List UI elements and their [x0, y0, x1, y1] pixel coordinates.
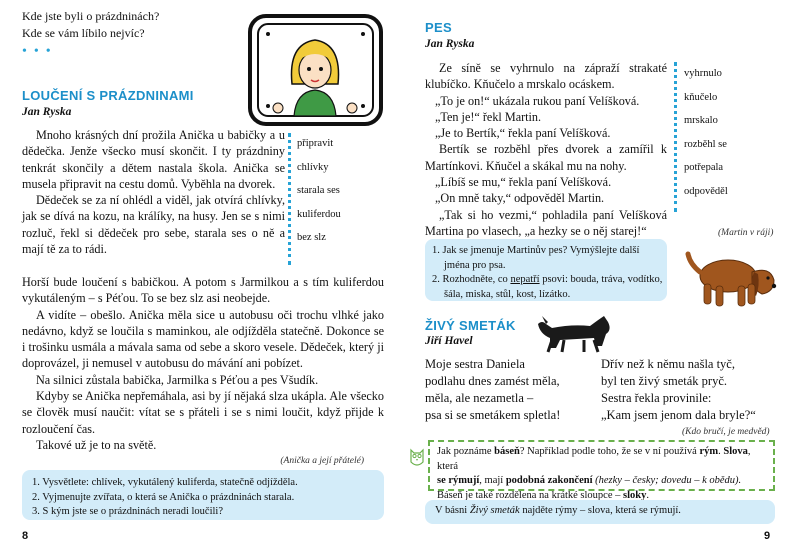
vocab-item: chlívky: [297, 161, 329, 173]
poem-line: „Kam jsem jenom dala bryle?“: [601, 408, 756, 422]
poem-line: podlahu dnes zamést měla,: [425, 374, 560, 388]
paragraph: „Je to Bertík,“ řekla paní Velíšková.: [435, 126, 611, 141]
story-author: Jan Ryska: [425, 38, 475, 50]
owl-icon: [409, 446, 425, 468]
task-item: 1. Jak se jmenuje Martinův pes? Vymýšlejte další: [432, 245, 640, 256]
vocab-list-left: [297, 138, 341, 256]
poem-stanza-1: [425, 356, 560, 424]
left-caption: (Anička a její přátelé): [280, 456, 364, 466]
paragraph: „On mně taky,“ odpověděl Martin.: [435, 191, 605, 206]
right-tasks-box: [425, 239, 667, 301]
vocab-list-right: [684, 68, 728, 209]
poem-info-box: [428, 440, 775, 501]
brown-dog-illustration: [682, 242, 780, 314]
info-line: Jak poznáme báseň? Například podle toho, že se v ní používá rým. Slova, která: [437, 446, 751, 472]
girl-in-window-illustration: [248, 14, 383, 126]
story-text-bottom: [22, 274, 384, 453]
paragraph: Bertík se rozběhl přes dvorek a zamířil k Martínkovi. Kňučel a skákal mu na nohy.: [425, 142, 667, 173]
poem-caption: (Kdo bručí, je medvěd): [682, 427, 770, 437]
vocab-item: rozběhl se: [684, 138, 727, 150]
paragraph: Dědeček se za ní ohlédl a viděl, jak otvírá chlívky, jak se dívá na kozu, na králíky, na husy. Jen se s nimi rozluč, řekl si dědeček pro sebe, starala ses o ně a mají tě za to rádi.: [22, 193, 285, 257]
vocab-item: bez slz: [297, 232, 326, 243]
vocab-divider: [674, 62, 677, 212]
decorative-dots: •••: [22, 44, 58, 59]
task-item: 2. Vyjmenujte zvířata, o která se Anička o prázdninách starala.: [32, 491, 295, 503]
poem-line: byl ten živý smeták pryč.: [601, 374, 728, 388]
vocab-item: starala ses: [297, 185, 340, 196]
poem-author: Jiří Havel: [425, 335, 473, 347]
vocab-divider: [288, 133, 291, 265]
poem-line: měla, ale nezametla –: [425, 391, 534, 405]
task-item: 3. S kým jste se o prázdninách neradi loučili?: [32, 506, 223, 517]
story-title: PES: [425, 20, 452, 35]
poem-line: Sestra řekla provinile:: [601, 391, 712, 405]
paragraph: Ze síně se vyhrnulo na zápraží strakaté klubíčko. Kňučelo a mrskalo ocáskem.: [425, 61, 667, 92]
story-title: LOUČENÍ S PRÁZDNINAMI: [22, 88, 194, 103]
poem-task-box: [425, 500, 775, 524]
left-tasks-box: [22, 470, 384, 520]
page-number-right: 9: [764, 530, 771, 542]
black-dog-illustration: [532, 312, 614, 354]
paragraph: „To je on!“ ukázala rukou paní Velíšková.: [435, 93, 640, 108]
paragraph: A vidíte – obešlo. Anička měla sice u autobusu oči trochu vlhké jako nedávno, když se loučila s maminkou, ale odjížděla statečně. Dokonce se i trošinku usmála a mávala sama od sebe a skoro vesele. Dědeček, který ji doprovázel, ji nemusel v autobusu do mávání ani pobízet.: [22, 307, 384, 371]
vocab-item: kuliferdou: [297, 208, 341, 220]
task-item: šála, miska, stůl, kost, lízátko.: [444, 288, 571, 300]
task-item: jména pro psa.: [444, 259, 506, 271]
story-author: Jan Ryska: [22, 106, 72, 118]
poem-title: ŽIVÝ SMETÁK: [425, 318, 516, 333]
paragraph: Mnoho krásných dní prožila Anička u babičky a u dědečka. Jenže všecko musí skončit. I ty prázdniny tenkrát skončily a dětem nastala škola. Anička se musela připravit na cestu domů. Vyběhla na dvorek.: [22, 128, 285, 191]
task-item: 2. Rozhodněte, co nepatří psovi: bouda, tráva, vodítko,: [432, 274, 663, 285]
story-text-top: [22, 127, 285, 257]
dog-caption: (Martin v ráji): [718, 228, 774, 238]
paragraph: „Tak si ho vezmi,“ pohladila paní Velíšková Martina po vlasech, „a hezky se o něj starej!“: [425, 207, 667, 238]
info-line: Báseň je také rozdělena na krátké sloupce – sloky.: [437, 489, 649, 501]
vocab-item: kňučelo: [684, 91, 718, 103]
poem-stanza-2: [601, 356, 756, 424]
info-line: se rýmují, mají podobná zakončení (hezky – česky; dovedu – k obědu).: [437, 475, 742, 486]
intro-questions: [22, 8, 159, 42]
task-item: 1. Vysvětlete: chlívek, vykutálený kuliferda, statečně odjížděla.: [32, 477, 298, 488]
poem-line: Dřív než k němu našla tyč,: [601, 357, 735, 371]
paragraph: Kdyby se Anička nepřemáhala, asi by jí nějaká slza ukápla. Ale všecko se člověk musí naučit: vítat se s přáteli i se s nimi loučit, když přijde k rozloučení čas.: [22, 389, 384, 436]
intro-question: Kde jste byli o prázdninách?: [22, 9, 160, 23]
poem-line: Moje sestra Daniela: [425, 357, 525, 371]
paragraph: Takové už je to na světě.: [36, 437, 157, 452]
paragraph: Na silnici zůstala babička, Jarmilka s Péťou a pes Všudík.: [36, 372, 319, 387]
intro-question: Kde se vám líbilo nejvíc?: [22, 26, 145, 40]
page-number-left: 8: [22, 530, 29, 542]
dog-story-text: [425, 60, 667, 239]
paragraph: Horší bude loučení s babičkou. A potom s Jarmilkou a s tím kuliferdou vykutáleným – s Péťou. To se bez slz asi neobejde.: [22, 275, 384, 306]
task-item: V básni Živý smeták najděte rýmy – slova, která se rýmují.: [435, 505, 681, 516]
vocab-item: připravit: [297, 138, 334, 149]
poem-line: psa si se smetákem spletla!: [425, 408, 561, 422]
paragraph: „Ten je!“ řekl Martin.: [435, 109, 542, 124]
vocab-item: odpověděl: [684, 185, 728, 197]
vocab-item: mrskalo: [684, 115, 718, 126]
vocab-item: vyhrnulo: [684, 68, 722, 79]
paragraph: „Líbíš se mu,“ řekla paní Velíšková.: [435, 175, 612, 190]
vocab-item: potřepala: [684, 162, 724, 173]
